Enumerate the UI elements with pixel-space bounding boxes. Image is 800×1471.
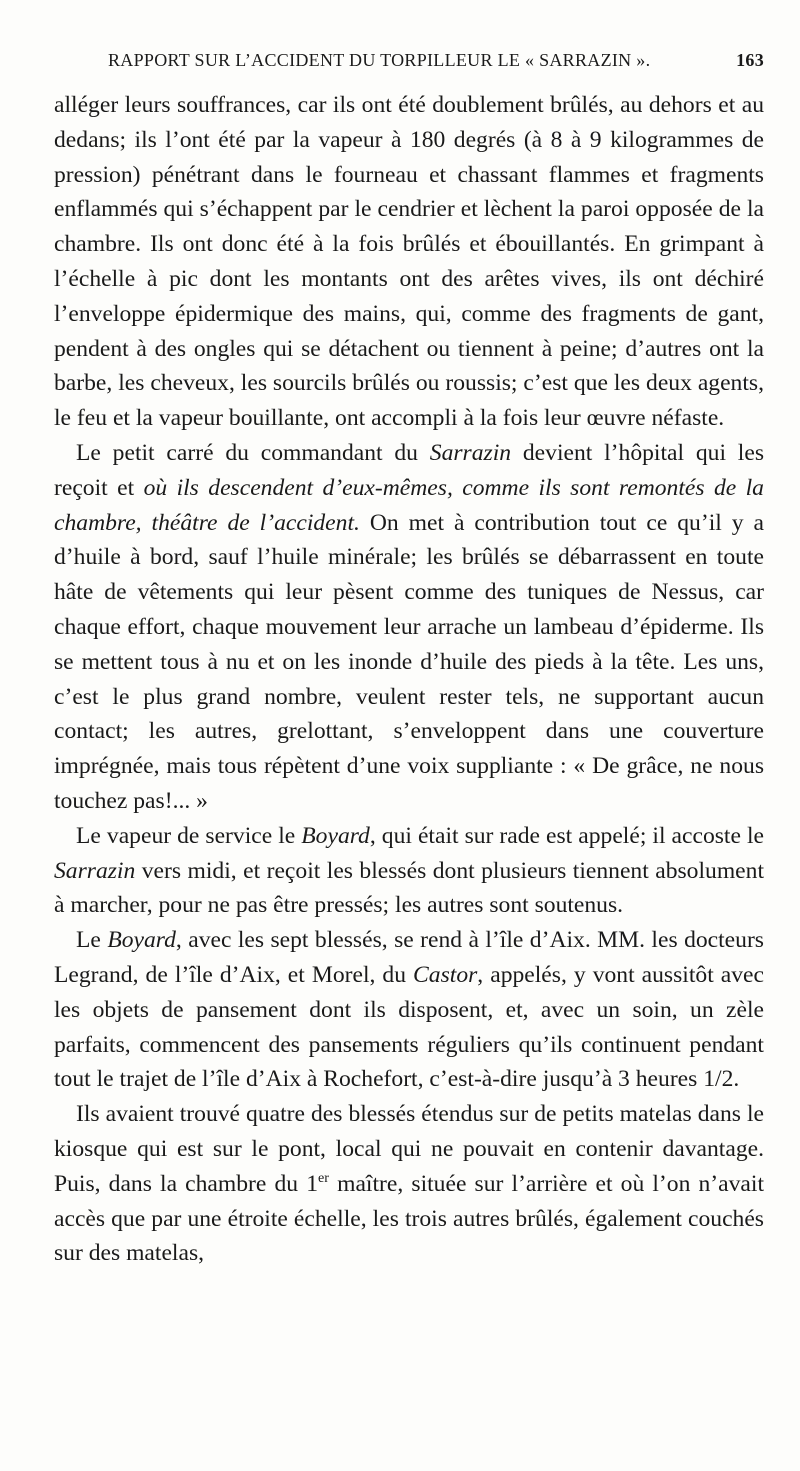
text-run: , qui était sur rade est appelé; il accoste le (369, 822, 764, 849)
text-run: maître, située sur l’arrière et où l’on n’avait accès que par une étroite échelle, les trois autres brûlés, également couchés sur des matelas, (54, 1170, 764, 1267)
italic-text: Boyard (107, 927, 176, 954)
text-run: er (318, 1169, 329, 1186)
running-header (108, 50, 764, 80)
text-run: devient l’hôpital qui les reçoit et (54, 439, 765, 501)
text-run: Le (76, 927, 108, 954)
text-run: alléger leurs souffrances, car ils ont été doublement brûlés, au dehors et au dedans; ils l’ont été par la vapeur à 180 degrés (à 8 à 9 kilogrammes de pression) pénétrant dans le fourneau et chassant flammes et fragments enflammés qui s’échappent par le cendrier et lèchent la paroi opposée de la chambre. Ils ont donc été à la fois brûlés et ébouillantés. En grimpant à l’échelle à pic dont les montants ont des arêtes vives, ils ont déchiré l’enveloppe épidermique des mains, qui, comme des fragments de gant, pendent à des ongles qui se détachent ou tiennent à peine; d’autres ont la barbe, les cheveux, les sourcils brûlés ou roussis; c’est que les deux agents, le feu et la vapeur bouillante, ont accompli à la fois leur œuvre néfaste. (54, 92, 764, 432)
italic-text: où ils descendent d’eux-mêmes, comme ils sont remontés de la chambre, théâtre de l’accident. (54, 474, 764, 536)
text-run: , avec les sept blessés, se rend à l’île d’Aix. MM. les docteurs Legrand, de l’île d’Aix, et Morel, du (54, 927, 764, 988)
page-number: 163 (736, 50, 764, 70)
text-run: Le vapeur de service le (76, 822, 302, 849)
italic-text: Castor (413, 961, 478, 988)
text-run: , appelés, y vont aussitôt avec les objets de pansement dont ils disposent, et, avec un soin, un zèle parfaits, commencent des pansements réguliers qu’ils continuent pendant tout le trajet de l’île d’Aix à Rochefort, c’est-à-dire jusqu’à 3 heures 1/2. (54, 961, 764, 1093)
paragraph (54, 819, 764, 923)
paragraph (54, 88, 764, 436)
text-run: On met à contribution tout ce qu’il y a d’huile à bord, sauf l’huile minérale; les brûlés se débarrassent en toute hâte de vêtements qui leur pèsent comme des tuniques de Nessus, car chaque effort, chaque mouvement leur arrache un lambeau d’épiderme. Ils se mettent tous à nu et on les inonde d’huile des pieds à la tête. Les uns, c’est le plus grand nombre, veulent rester tels, ne supportant aucun contact; les autres, grelottant, s’enveloppent dans une couverture imprégnée, mais tous répètent d’une voix suppliante : « De grâce, ne nous touchez pas!... » (54, 509, 764, 814)
paragraph (54, 923, 764, 1097)
paragraph (54, 1097, 764, 1271)
running-title: RAPPORT SUR L’ACCIDENT DU TORPILLEUR LE « SARRAZIN ». (108, 50, 651, 70)
paragraph (54, 436, 764, 819)
body-text (54, 88, 764, 1271)
text-run: vers midi, et reçoit les blessés dont plusieurs tiennent absolument à marcher, pour ne pas être pressés; les autres sont soutenus. (54, 857, 764, 919)
text-run: Le petit carré du commandant du (76, 439, 430, 466)
italic-text: Boyard (301, 822, 370, 849)
italic-text: Sarrazin (54, 857, 136, 884)
text-run: Ils avaient trouvé quatre des blessés étendus sur de petits matelas dans le kiosque qui est sur le pont, local qui ne pouvait en contenir davantage. Puis, dans la chambre du 1 (54, 1101, 764, 1197)
italic-text: Sarrazin (429, 439, 512, 466)
